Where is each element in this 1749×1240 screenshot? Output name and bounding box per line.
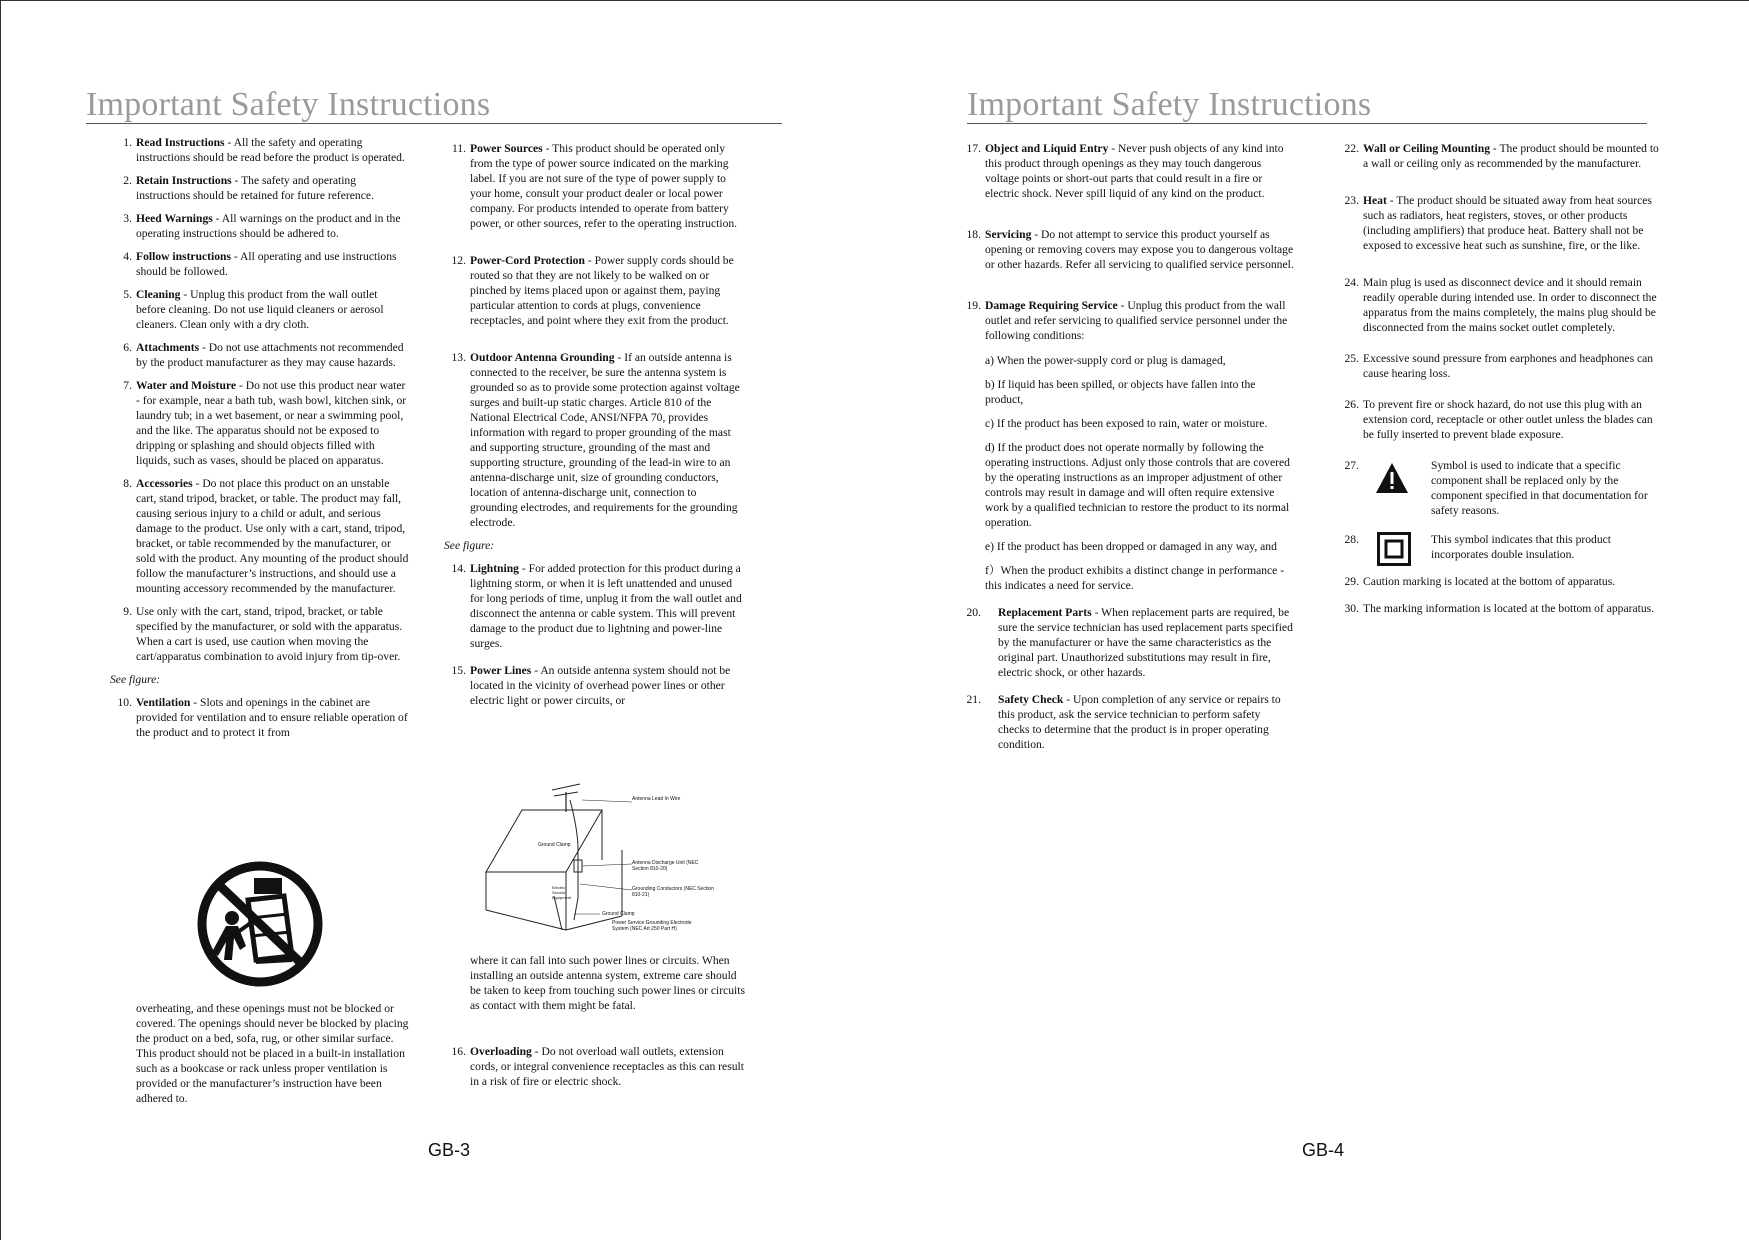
title-rule-right [967,123,1647,124]
list-item [110,173,410,203]
list-item [110,211,410,241]
list-item [110,695,410,740]
list-item [444,561,744,651]
item10-continuation: overheating, and these openings must not be blocked or covered. The openings should never be blocked by placing the product on a bed, sofa, rug, or other similar surface. This product should not be placed in a built-in installation such as a bookcase or rack unless proper ventilation is provided or the manufacturer’s instruction have been adhered to. [136,1002,409,1105]
item-text: - The product should be mounted to a wall or ceiling only as recommended by the manufacturer. [1363,142,1659,170]
condition-item: a) When the power-supply cord or plug is damaged, [985,354,1226,367]
item-text: - Do not use attachments not recommended by the product manufacturer as they may cause hazards. [136,341,404,369]
label-electric-service: Electric Service Equipment [552,885,572,900]
right-column-1 [959,141,1294,764]
item-text: - Power supply cords should be routed so that they are not likely to be walked on or pinched by items placed upon or against them, paying particular attention to cords at plugs, convenience receptacles, and point where they exit from the product. [470,254,734,327]
list-item [110,476,410,596]
item-heading: Power Sources [470,142,543,155]
item-heading: Water and Moisture [136,379,237,392]
list-item [444,253,744,328]
item-text: Main plug is used as disconnect device and it should remain readily operable during intended use. In order to disconnect the apparatus from the mains completely, the mains plug should be disconnected from the mains socket outlet completely. [1363,276,1657,334]
item-number: 13. [451,351,466,364]
list-item [444,350,744,530]
page-number-right: GB-4 [1302,1140,1345,1160]
item-number: 10. [117,696,132,709]
list-item [444,141,744,231]
condition-item: e) If the product has been dropped or damaged in any way, and [985,540,1277,553]
item-text: - For added protection for this product during a lightning storm, or when it is left unattended and unused for long periods of time, unplug it from the wall outlet and disconnect the antenna or cable system. This will prevent damage to the product due to lightning and power-line surges. [470,562,742,650]
item-number: 7. [123,379,132,392]
condition-item: f）When the product exhibits a distinct change in performance - this indicates a need for service. [985,564,1285,592]
item-text: - This product should be operated only from the type of power source indicated on the marking label. If you are not sure of the type of power supply to your home, consult your product dealer or local power company. For products intended to operate from battery power, or other sources, refer to the operating instruction. [470,142,738,230]
item-heading: Accessories [136,477,193,490]
list-item [1337,458,1662,518]
page-title-left: Important Safety Instructions [86,86,491,123]
item-text: Caution marking is located at the bottom of apparatus. [1363,575,1616,588]
page-border-left [0,0,1,1240]
item-heading: Safety Check [998,693,1064,706]
see-figure-note: See figure: [110,673,161,686]
list-item [1337,141,1662,171]
item-number: 11. [451,142,466,155]
right-column-2 [1337,141,1662,628]
item-text: - Upon completion of any service or repairs to this product, ask the service technician to perform safety checks to determine that the product is in proper operating condition. [998,693,1281,751]
service-conditions [959,353,1294,593]
item-heading: Servicing [985,228,1032,241]
list-item [959,692,1294,752]
item-text: This symbol indicates that this product incorporates double insulation. [1431,533,1612,561]
title-rule-left [86,123,782,124]
list-item [444,1044,744,1089]
item-heading: Power Lines [470,664,532,677]
item-text: The marking information is located at the bottom of apparatus. [1363,602,1655,615]
list-item [959,605,1294,680]
cart-tipover-icon [192,860,328,988]
item-number: 17. [966,142,981,155]
item-number: 4. [123,250,132,263]
item-heading: Ventilation [136,696,191,709]
item-heading: Lightning [470,562,519,575]
item-heading: Overloading [470,1045,532,1058]
page-border-top [0,0,1749,1]
list-item [1337,397,1662,442]
item-number: 9. [123,605,132,618]
item-text: Use only with the cart, stand, tripod, bracket, or table specified by the manufacturer, or sold with the apparatus. When a cart is used, use caution when moving the cart/apparatus combination to avoid injury from tip-over. [136,605,403,663]
item-number: 20. [966,606,981,619]
item-text: - Do not place this product on an unstable cart, stand tripod, bracket, or table. The product may fall, causing serious injury to a child or adult, and serious damage to the product. Use only with a cart, stand, tripod, bracket, or table recommended by the manufacturer, or sold with the product. Any mounting of the product should follow the manufacturer’s instructions, and should use a mounting accessory recommended by the manufacturer. [136,477,409,595]
list-item [110,340,410,370]
item-number: 19. [966,299,981,312]
item-heading: Follow instructions [136,250,232,263]
item-number: 12. [451,254,466,267]
item-number: 5. [123,288,132,301]
item-text: - Do not use this product near water - for example, near a bath tub, wash bowl, kitchen sink, or laundry tub; in a wet basement, or near a swimming pool, and the like. The apparatus should not be exposed to dripping or splashing and should objects filled with liquids, such as vases, should be placed on apparatus. [136,379,407,467]
cart-warning-graphic [192,860,328,988]
item-text: - All the safety and operating instructions should be read before the product is operated. [136,136,405,164]
list-item [110,135,410,165]
item-text: To prevent fire or shock hazard, do not use this plug with an extension cord, receptacle or other outlet unless the blades can be fully inserted to prevent blade exposure. [1363,398,1653,441]
item-text: - Unplug this product from the wall outlet and refer servicing to qualified service personnel under the following conditions: [985,299,1288,342]
list-item [444,663,744,708]
item-heading: Read Instructions [136,136,225,149]
item-text: - The safety and operating instructions should be retained for future reference. [136,174,374,202]
item-number: 6. [123,341,132,354]
list-item [110,249,410,279]
item-text: - Slots and openings in the cabinet are provided for ventilation and to ensure reliable operation of the product and to protect it from [136,696,408,739]
item-number: 28. [1344,533,1359,546]
item-text: - All warnings on the product and in the operating instructions should be adhered to. [136,212,401,240]
condition-item: c) If the product has been exposed to rain, water or moisture. [985,417,1268,430]
left-column-1 [110,135,410,740]
double-insulation-icon [1377,532,1411,570]
item-heading: Power-Cord Protection [470,254,585,267]
warning-triangle-icon [1375,462,1409,498]
item-number: 23. [1344,194,1359,207]
label-ground-clamp-bottom: Ground Clamp [602,911,635,917]
item-number: 1. [123,136,132,149]
item-number: 2. [123,174,132,187]
label-grounding-conductors: Grounding Conductors (NEC Section 810-21) [632,886,714,898]
item-number: 26. [1344,398,1359,411]
left-column-2 [444,141,744,720]
list-item [959,298,1294,343]
list-item [110,287,410,332]
list-item [1337,601,1662,616]
item-text: - When replacement parts are required, be sure the service technician has used replacement parts specified by the manufacturer or have the same characteristics as the original part. Unauthorized substitutions may result in fire, electric shock, or other hazards. [998,606,1293,679]
page-number-left: GB-3 [428,1140,471,1160]
item-heading: Heat [1363,194,1387,207]
item-number: 30. [1344,602,1359,615]
item-number: 8. [123,477,132,490]
item-number: 29. [1344,575,1359,588]
label-antenna-lead: Antenna Lead In Wire [632,796,681,802]
list-item [1337,574,1662,589]
list-item [110,378,410,468]
list-item [1337,193,1662,253]
list-item [959,141,1294,201]
label-discharge-unit: Antenna Discharge Unit (NEC Section 810-20) [632,860,699,872]
item-text: - An outside antenna system should not be located in the vicinity of overhead power lines or other electric light or power circuits, or [470,664,731,707]
list-item [110,604,410,664]
item-heading: Outdoor Antenna Grounding [470,351,615,364]
item-heading: Heed Warnings [136,212,213,225]
item-number: 18. [966,228,981,241]
item-text: - Do not attempt to service this product yourself as opening or removing covers may expose you to dangerous voltage or other hazards. Refer all servicing to qualified service personnel. [985,228,1294,271]
antenna-grounding-diagram [482,780,732,948]
condition-item: b) If liquid has been spilled, or objects have fallen into the product, [985,378,1256,406]
item-text: - Never push objects of any kind into this product through openings as they may touch dangerous voltage points or short-out parts that could result in a fire or electric shock. Never spill liquid of any kind on the product. [985,142,1284,200]
item-text: Excessive sound pressure from earphones and headphones can cause hearing loss. [1363,352,1654,380]
item-text: - The product should be situated away from heat sources such as radiators, heat registers, stoves, or other products (including amplifiers) that produce heat. Battery shall not be exposed to excessive heat such as sunshine, fire, or the like. [1363,194,1652,252]
item-number: 21. [966,693,981,706]
list-item [1337,532,1662,562]
item16-block [444,1044,744,1089]
item-number: 25. [1344,352,1359,365]
item-heading: Cleaning [136,288,181,301]
list-item [1337,275,1662,335]
item-heading: Attachments [136,341,200,354]
item-heading: Replacement Parts [998,606,1092,619]
item-text: - All operating and use instructions should be followed. [136,250,397,278]
see-figure-note: See figure: [444,539,495,552]
page-title-right: Important Safety Instructions [967,86,1372,123]
item-number: 16. [451,1045,466,1058]
condition-item: d) If the product does not operate normally by following the operating instructions. Adjust only those controls that are covered by the operating instructions as an improper adjustment of other controls may result in damage and will often require extensive work by a qualified technician to restore the product to its normal operation. [985,441,1290,529]
item-heading: Damage Requiring Service [985,299,1118,312]
item-text: - Unplug this product from the wall outlet before cleaning. Do not use liquid cleaners or aerosol cleaners. Clean only with a dry cloth. [136,288,384,331]
item-text: - Do not overload wall outlets, extension cords, or integral convenience receptacles as this can result in a risk of fire or electric shock. [470,1045,744,1088]
item15-continuation: where it can fall into such power lines or circuits. When installing an outside antenna system, extreme care should be taken to keep from touching such power lines or circuits as contact with them might be fatal. [470,954,745,1012]
list-item [959,227,1294,272]
item-number: 15. [451,664,466,677]
list-item [1337,351,1662,381]
item-heading: Retain Instructions [136,174,232,187]
item-heading: Object and Liquid Entry [985,142,1109,155]
item-number: 3. [123,212,132,225]
label-ground-clamp-top: Ground Clamp [538,842,571,848]
item-number: 14. [451,562,466,575]
label-power-service: Power Service Grounding Electrode System (NEC Art 250 Part H) [612,920,692,932]
item-text: Symbol is used to indicate that a specific component shall be replaced only by the component specified in that documentation for safety reasons. [1431,459,1648,517]
item-heading: Wall or Ceiling Mounting [1363,142,1491,155]
item-number: 24. [1344,276,1359,289]
item-text: - If an outside antenna is connected to the receiver, be sure the antenna system is grounded so as to provide some protection against voltage surges and built-up static charges. Article 810 of the National Electrical Code, ANSI/NFPA 70, provides information with regard to proper grounding of the mast and supporting structure, grounding of the mast and supporting structure, grounding of the lead-in wire to an antenna-discharge unit, size of grounding conductors, location of antenna-discharge unit, connection to grounding electrodes, and requirements for the grounding electrode. [470,351,740,529]
item-number: 27. [1344,459,1359,472]
item-number: 22. [1344,142,1359,155]
